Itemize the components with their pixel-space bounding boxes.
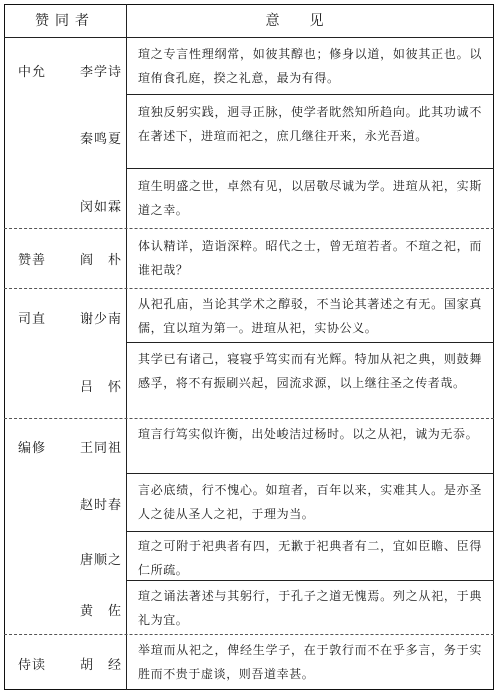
- column-divider: [126, 4, 127, 690]
- row-rule: [126, 473, 494, 474]
- group-rule: [4, 288, 494, 289]
- table-frame: [4, 4, 494, 690]
- header-rule: [4, 37, 494, 38]
- office-title: 中允: [18, 65, 47, 80]
- row-rule: [126, 342, 494, 343]
- opinion-text: 瑄之可附于祀典者有四，无歉于祀典者有二，宜如臣瞻、臣得仁所疏。: [138, 539, 482, 577]
- office-title: 司直: [18, 312, 47, 327]
- supporter-name: 谢少南: [79, 312, 122, 327]
- supporter-name: 李学诗: [79, 65, 122, 80]
- supporter-name: 秦鸣夏: [79, 132, 122, 147]
- row-rule: [126, 168, 494, 169]
- opinion-text: 言必底绩，行不愧心。如瑄者，百年以来，实难其人。是亦圣人之徒从圣人之祀，于理为当。: [138, 483, 482, 521]
- table-top-rule: [4, 4, 494, 5]
- opinion-text: 体认精详，造诣深粹。昭代之士，曾无瑄若者。不瑄之祀，而谁祀哉？: [138, 239, 482, 277]
- header-opinion: 意见: [265, 13, 354, 29]
- opinion-text: 从祀孔庙，当论其学术之醇驳，不当论其著述之有无。国家真儒，宜以瑄为第一。进瑄从祀，实协公义。: [138, 297, 482, 335]
- office-title: 编修: [18, 441, 47, 456]
- opinion-text: 举瑄而从祀之，俾经生学子，在于敦行而不在乎多言，务于实胜而不贵于虚谈，则吾道幸甚。: [138, 643, 482, 681]
- group-rule: [4, 418, 494, 419]
- opinion-text: 瑄之诵法著述与其躬行，于孔子之道无愧焉。列之从祀，于典礼为宜。: [138, 589, 482, 627]
- opinion-text: 瑄生明盛之世，卓然有见，以居敬尽诚为学。进瑄从祀，实斯道之幸。: [138, 179, 482, 217]
- group-rule: [4, 228, 494, 229]
- row-rule: [126, 94, 494, 95]
- office-title: 侍读: [18, 658, 47, 673]
- header-supporters: 赞同者: [35, 13, 95, 29]
- supporter-name: 黄 佐: [79, 604, 122, 619]
- office-title: 赞善: [18, 253, 47, 268]
- supporter-name: 唐顺之: [79, 553, 122, 568]
- supporter-name: 闵如霖: [79, 200, 122, 215]
- opinion-text: 其学已有诸己，寝寝乎笃实而有光辉。特加从祀之典，则鼓舞感孚，将不有振刷兴起，园流求源，以上继往圣之传者哉。: [138, 352, 482, 390]
- group-rule: [4, 634, 494, 635]
- supporter-name: 阎 朴: [79, 253, 122, 268]
- opinion-text: 瑄言行笃实似许衡，出处峻洁过杨时。以之从祀，诚为无忝。: [138, 427, 479, 441]
- opinion-text: 瑄独反躬实践，迥寻正脉，使学者眈然知所趋向。此其功诚不在著述下，进瑄而祀之，庶几继往开来，永光吾道。: [138, 105, 482, 143]
- supporter-name: 王同祖: [79, 441, 122, 456]
- supporter-name: 吕 怀: [79, 380, 122, 395]
- table-right-rule: [493, 4, 494, 690]
- table-bottom-rule: [4, 689, 494, 690]
- supporter-name: 胡 经: [79, 658, 122, 673]
- table-left-rule: [4, 4, 5, 690]
- opinion-text: 瑄之专言性理纲常，如彼其醇也；修身以道，如彼其正也。以瑄侑食孔庭，揆之礼意，最为有得。: [138, 47, 482, 85]
- row-rule: [126, 531, 494, 532]
- supporter-name: 赵时春: [79, 498, 122, 513]
